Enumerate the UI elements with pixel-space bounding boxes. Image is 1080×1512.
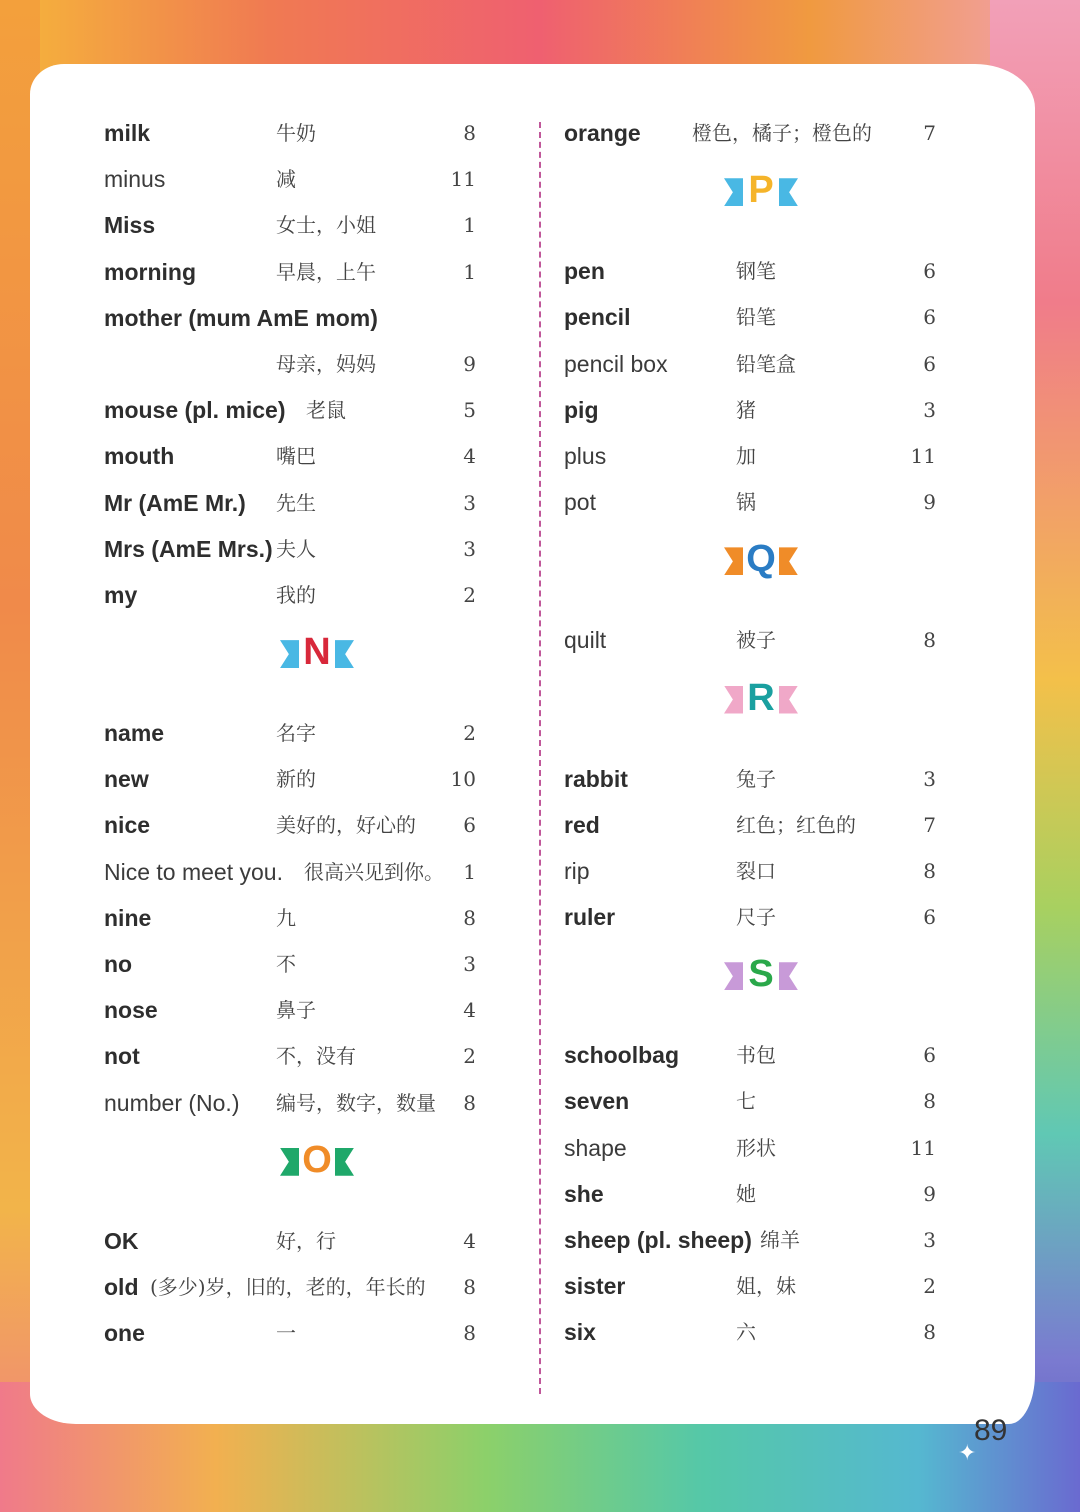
entry-page: 6: [923, 259, 936, 284]
letter-badge: [724, 954, 798, 998]
section-letter: P: [743, 168, 779, 212]
entry-word: red: [564, 811, 600, 838]
letter-badge: [280, 1140, 354, 1184]
vocab-entry: [104, 941, 484, 987]
entry-word: six: [564, 1319, 596, 1346]
entry-meaning: 书包: [736, 1043, 776, 1068]
entry-meaning: 形状: [736, 1135, 776, 1160]
entry-page: 8: [463, 121, 476, 145]
section-letter-s: [564, 940, 944, 1032]
entry-page: 3: [463, 952, 476, 976]
vocab-entry: [564, 756, 944, 802]
vocab-entry: [564, 110, 944, 156]
vocab-entry: [104, 1218, 484, 1264]
entry-page: 4: [463, 1228, 476, 1253]
vocab-entry: [564, 1263, 944, 1309]
entry-meaning: 橙色，橘子；橙色的: [692, 121, 872, 145]
vocab-entry: [104, 1080, 484, 1126]
vocab-entry: [564, 1171, 944, 1217]
page-number: 89: [974, 1414, 1008, 1447]
entry-word: my: [104, 581, 138, 608]
entry-page: 8: [923, 858, 936, 883]
entry-meaning: 一: [276, 1321, 296, 1346]
vocab-entry: [104, 526, 484, 572]
entry-page: 8: [923, 1089, 936, 1114]
entry-meaning: 不: [276, 952, 296, 976]
vocab-entry: [564, 341, 944, 387]
entry-page: 7: [923, 121, 936, 145]
entry-page: 3: [463, 490, 476, 515]
section-letter-o: [104, 1126, 484, 1218]
vocab-entry: [564, 387, 944, 433]
entry-meaning: 铅笔盒: [736, 351, 796, 376]
entry-word: minus: [104, 166, 166, 193]
vocab-entry: [104, 1264, 484, 1310]
section-letter: R: [743, 676, 779, 720]
entry-page: 6: [923, 305, 936, 330]
section-letter: N: [299, 630, 335, 674]
vocab-entry: [564, 479, 944, 525]
vocab-entry: [564, 802, 944, 848]
entry-page: 10: [450, 767, 476, 792]
vocab-entry: [104, 156, 484, 202]
vocab-entry: [564, 848, 944, 894]
entry-word: mouse (pl. mice): [104, 397, 286, 424]
entry-page: 11: [910, 443, 936, 468]
entry-meaning: 九: [276, 905, 296, 930]
vocab-entry: [104, 572, 484, 618]
entry-page: 3: [923, 1228, 936, 1252]
entry-word: not: [104, 1043, 140, 1070]
entry-word: morning: [104, 258, 196, 285]
entry-word: pot: [564, 489, 596, 516]
entry-meaning: 她: [736, 1181, 756, 1206]
entry-meaning: 六: [736, 1320, 756, 1345]
entry-word: pen: [564, 258, 605, 285]
entry-word: pencil box: [564, 350, 668, 377]
entry-page: 8: [923, 628, 936, 653]
entry-word: quilt: [564, 627, 607, 654]
entry-meaning: 鼻子: [276, 998, 316, 1023]
vocab-entry: [104, 110, 484, 156]
entry-page: 8: [463, 905, 476, 930]
vocab-entry: [564, 1309, 944, 1355]
entry-page: 8: [463, 1090, 476, 1115]
vocab-entry: [104, 387, 484, 433]
vocab-entry: [104, 249, 484, 295]
entry-meaning: 母亲，妈妈: [276, 351, 376, 376]
vocab-entry: [564, 1078, 944, 1124]
vocab-entry: [104, 295, 484, 341]
entry-meaning: 老鼠: [306, 398, 346, 423]
section-letter-q: [564, 525, 944, 617]
entry-word: number (No.): [104, 1089, 240, 1116]
letter-badge: [724, 678, 798, 722]
sparkle-icon: ✦: [958, 1440, 977, 1465]
vocab-entry: [564, 1217, 944, 1263]
entry-word: old: [104, 1273, 139, 1300]
entry-meaning: 名字: [276, 721, 316, 746]
entry-word: seven: [564, 1088, 630, 1115]
vocab-entry: [564, 294, 944, 340]
entry-page: 6: [923, 351, 936, 376]
entry-meaning: 红色；红色的: [736, 812, 856, 837]
letter-badge: [724, 539, 798, 583]
entry-meaning: 姐，妹: [736, 1274, 796, 1299]
entry-meaning: 很高兴见到你。: [304, 859, 444, 884]
vocab-entry: [564, 617, 944, 663]
entry-meaning: 铅笔: [736, 305, 776, 330]
entry-meaning: 被子: [736, 628, 776, 653]
entry-word: plus: [564, 442, 607, 469]
entry-word: mother (mum AmE mom): [104, 304, 378, 331]
vocab-entry: [564, 1032, 944, 1078]
section-letter: Q: [743, 537, 779, 581]
vocab-entry: [104, 987, 484, 1033]
entry-word: sheep (pl. sheep): [564, 1227, 752, 1253]
section-letter-n: [104, 618, 484, 710]
entry-word: nine: [104, 904, 152, 931]
entry-word: mouth: [104, 443, 175, 470]
entry-page: 3: [463, 536, 476, 561]
entry-word: orange: [564, 120, 641, 146]
letter-badge: [280, 632, 354, 676]
entry-page: 11: [910, 1135, 936, 1160]
entry-page: 1: [463, 859, 476, 884]
entry-page: 1: [463, 259, 476, 284]
entry-word: milk: [104, 120, 151, 146]
vocab-entry: [564, 248, 944, 294]
entry-word: OK: [104, 1227, 139, 1254]
entry-word: no: [104, 951, 133, 977]
entry-word: rabbit: [564, 765, 628, 792]
entry-word: sister: [564, 1273, 626, 1300]
entry-meaning: 七: [736, 1089, 756, 1114]
entry-meaning: 猪: [736, 397, 756, 422]
entry-meaning: 兔子: [736, 766, 776, 791]
entry-meaning: 早晨，上午: [276, 259, 376, 284]
entry-word: ruler: [564, 904, 616, 931]
vocab-entry: [104, 341, 484, 387]
section-letter-r: [564, 664, 944, 756]
column-divider: [539, 122, 541, 1394]
entry-meaning: 裂口: [736, 858, 776, 883]
entry-word: shape: [564, 1134, 627, 1161]
entry-page: 5: [463, 398, 476, 423]
entry-word: nose: [104, 997, 158, 1024]
vocab-entry: [104, 1033, 484, 1079]
vocab-entry: [104, 202, 484, 248]
section-letter: O: [299, 1138, 335, 1182]
entry-meaning: 钢笔: [736, 259, 776, 284]
vocab-entry: [104, 802, 484, 848]
section-letter: S: [743, 952, 779, 996]
entry-word: Miss: [104, 212, 156, 239]
entry-page: 8: [463, 1321, 476, 1346]
entry-meaning: 夫人: [276, 536, 316, 561]
entry-page: 6: [923, 905, 936, 930]
entry-page: 2: [463, 1044, 476, 1069]
entry-page: 4: [463, 444, 476, 469]
entry-word: rip: [564, 857, 590, 884]
entry-page: 2: [463, 582, 476, 607]
entry-page: 8: [923, 1320, 936, 1345]
entry-word: nice: [104, 812, 151, 839]
entry-page: 3: [923, 766, 936, 791]
entry-word: new: [104, 766, 149, 793]
letter-badge: [724, 170, 798, 214]
left-column: [104, 110, 484, 1356]
entry-meaning: 新的: [276, 767, 316, 792]
vocab-entry: [104, 710, 484, 756]
entry-meaning: 我的: [276, 582, 316, 607]
entry-word: one: [104, 1320, 145, 1347]
vocab-entry: [564, 1125, 944, 1171]
entry-word: she: [564, 1180, 604, 1207]
entry-word: pencil: [564, 304, 631, 331]
entry-word: Nice to meet you.: [104, 858, 283, 885]
vocab-entry: [104, 849, 484, 895]
vocab-entry: [104, 480, 484, 526]
entry-meaning: 嘴巴: [276, 444, 316, 469]
entry-meaning: 女士，小姐: [276, 213, 376, 238]
entry-page: 9: [923, 490, 936, 515]
entry-meaning: 绵羊: [760, 1228, 800, 1252]
entry-word: pig: [564, 396, 599, 423]
entry-word: Mrs (AmE Mrs.): [104, 535, 273, 562]
entry-page: 6: [463, 813, 476, 838]
entry-meaning: 牛奶: [276, 121, 316, 145]
vocab-entry: [564, 894, 944, 940]
entry-page: 1: [463, 213, 476, 238]
entry-page: 4: [463, 998, 476, 1023]
entry-word: name: [104, 720, 165, 747]
vocab-entry: [104, 1310, 484, 1356]
entry-page: 8: [463, 1274, 476, 1299]
entry-page: 6: [923, 1043, 936, 1068]
right-column: [564, 110, 944, 1356]
vocab-entry: [104, 756, 484, 802]
entry-page: 11: [450, 167, 476, 192]
entry-word: Mr (AmE Mr.): [104, 489, 246, 516]
entry-meaning: 好，行: [276, 1228, 336, 1253]
entry-page: 2: [923, 1274, 936, 1299]
entry-page: 7: [923, 812, 936, 837]
entry-meaning: 锅: [736, 490, 756, 515]
entry-meaning: 加: [736, 443, 756, 468]
entry-page: 3: [923, 397, 936, 422]
entry-page: 9: [923, 1181, 936, 1206]
vocab-entry: [104, 895, 484, 941]
section-letter-p: [564, 156, 944, 248]
vocab-entry: [104, 433, 484, 479]
vocab-entry: [564, 433, 944, 479]
entry-meaning: 减: [276, 167, 296, 192]
entry-page: 2: [463, 721, 476, 746]
entry-meaning: 不，没有: [276, 1044, 356, 1069]
entry-meaning: 美好的，好心的: [276, 813, 416, 838]
entry-meaning: 先生: [276, 490, 316, 515]
entry-meaning: 编号，数字，数量: [276, 1090, 436, 1115]
entry-meaning: (多少)岁，旧的，老的，年长的: [150, 1274, 426, 1299]
entry-word: schoolbag: [564, 1042, 680, 1069]
entry-meaning: 尺子: [736, 905, 776, 930]
entry-page: 9: [463, 351, 476, 376]
